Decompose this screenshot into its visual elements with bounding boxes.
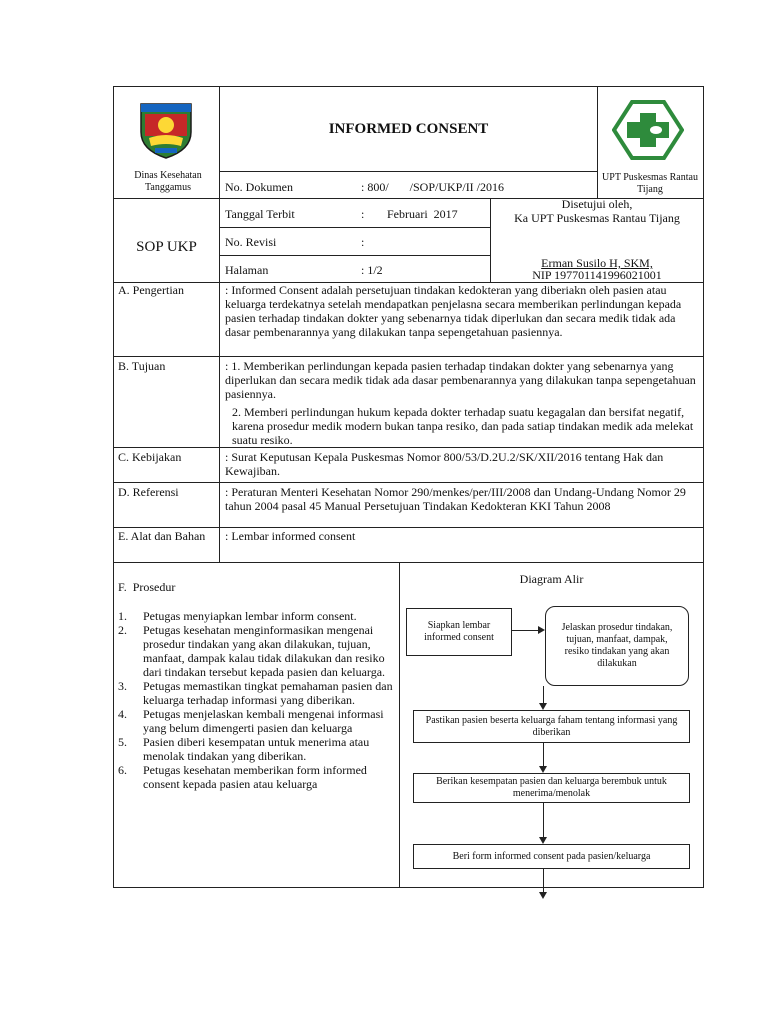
document-title: INFORMED CONSENT <box>328 121 489 137</box>
kebijakan-label: C. Kebijakan <box>118 450 182 464</box>
logo-left-caption: Dinas Kesehatan Tanggamus <box>134 170 202 193</box>
prosedur-step: 3. Petugas memastikan tingkat pemahaman pasien dan keluarga terhadap informasi yang diberikan. <box>118 679 393 707</box>
flow-box-4: Berikan kesempatan pasien dan keluarga berembuk untuk menerima/menolak <box>413 773 690 803</box>
tujuan-label: B. Tujuan <box>118 359 166 373</box>
prosedur-step: 1. Petugas menyiapkan lembar inform consent. <box>118 609 357 623</box>
prosedur-label: F. Prosedur <box>118 580 176 594</box>
no-dokumen-label: No. Dokumen <box>225 180 293 194</box>
flow-box-3: Pastikan pasien beserta keluarga faham tentang informasi yang diberikan <box>413 710 690 743</box>
approval-line-2: Ka UPT Puskesmas Rantau Tijang <box>514 211 680 225</box>
no-dokumen-value: : 800/ /SOP/UKP/II /2016 <box>361 180 505 194</box>
tanggal-label: Tanggal Terbit <box>225 207 295 221</box>
signer-nip: NIP 197701141996021001 <box>532 268 662 282</box>
referensi-text: : Peraturan Menteri Kesehatan Nomor 290/menkes/per/III/2008 dan Undang-Undang Nomor 29 tahun 2004 pasal 45 Manual Persetujuan Tindakan Kedokteran KKI Tahun 2008 <box>225 485 686 513</box>
prosedur-step: 4. Petugas menjelaskan kembali mengenai informasi yang belum dimengerti pasien dan keluarga <box>118 707 384 735</box>
logo-right-caption: UPT Puskesmas Rantau Tijang <box>602 172 698 195</box>
alat-label: E. Alat dan Bahan <box>118 529 206 543</box>
kabupaten-logo <box>135 98 197 160</box>
flow-box-2: Jelaskan prosedur tindakan, tujuan, manfaat, dampak, resiko tindakan yang akan dilakukan <box>545 606 689 686</box>
puskesmas-logo <box>612 100 684 160</box>
prosedur-steps <box>116 609 396 791</box>
prosedur-step: 2. Petugas kesehatan menginformasikan mengenai prosedur tindakan yang akan dilakukan, tujuan, manfaat, dampak kalau tidak dilakukan dan resiko dari tindakan tersebut kepada pasien dan keluarga. <box>118 623 386 679</box>
halaman-value: : 1/2 <box>361 263 383 277</box>
pengertian-text: : Informed Consent adalah persetujuan tindakan kedokteran yang diberiakn oleh pasien atau keluarga terdekatnya setelah mendapatkan penjelasna secara memberikan perlindungan kepada pasien terhadap tindakan dokter yang sebenarnya tidak diperlukan dan secara medik tidak ada dasar pembenarannya yang dilakukan tanpa sepengetahuan pasiennya. <box>225 283 682 339</box>
revisi-label: No. Revisi <box>225 235 277 249</box>
referensi-label: D. Referensi <box>118 485 179 499</box>
halaman-label: Halaman <box>225 263 269 277</box>
prosedur-step: 6. Petugas kesehatan memberikan form informed consent kepada pasien atau keluarga <box>118 763 367 791</box>
flow-box-5: Beri form informed consent pada pasien/keluarga <box>413 844 690 869</box>
flow-box-1: Siapkan lembar informed consent <box>406 608 512 656</box>
kebijakan-text: : Surat Keputusan Kepala Puskesmas Nomor 800/53/D.2U.2/SK/XII/2016 tentang Hak dan Kewajiban. <box>225 450 664 478</box>
tujuan-text-1: : 1. Memberikan perlindungan kepada pasien terhadap tindakan dokter yang sebenarnya yang diperlukan dan secara medik tidak ada dasar pembenarannya yang dilakukan tanpa sepengetahuan pasiennya. <box>225 359 696 401</box>
alat-text: : Lembar informed consent <box>225 529 356 543</box>
prosedur-step: 5. Pasien diberi kesempatan untuk menerima atau menolak tindakan yang diberikan. <box>118 735 370 763</box>
revisi-value: : <box>361 235 365 249</box>
tanggal-value: Februari 2017 <box>387 207 458 221</box>
sop-label: SOP UKP <box>136 239 197 255</box>
tanggal-sep: : <box>361 207 365 221</box>
approval-line-1: Disetujui oleh, <box>561 197 633 211</box>
signer-name: Erman Susilo H, SKM, <box>541 256 653 270</box>
pengertian-label: A. Pengertian <box>118 283 184 297</box>
tujuan-text-2: 2. Memberi perlindungan hukum kepada dokter terhadap suatu kegagalan dan bersifat negatif, karena prosedur medik modern bukan tanpa resiko, dan pada satiap tindakan medik ada melekat suatu resiko. <box>232 405 694 447</box>
diagram-title: Diagram Alir <box>519 572 584 586</box>
